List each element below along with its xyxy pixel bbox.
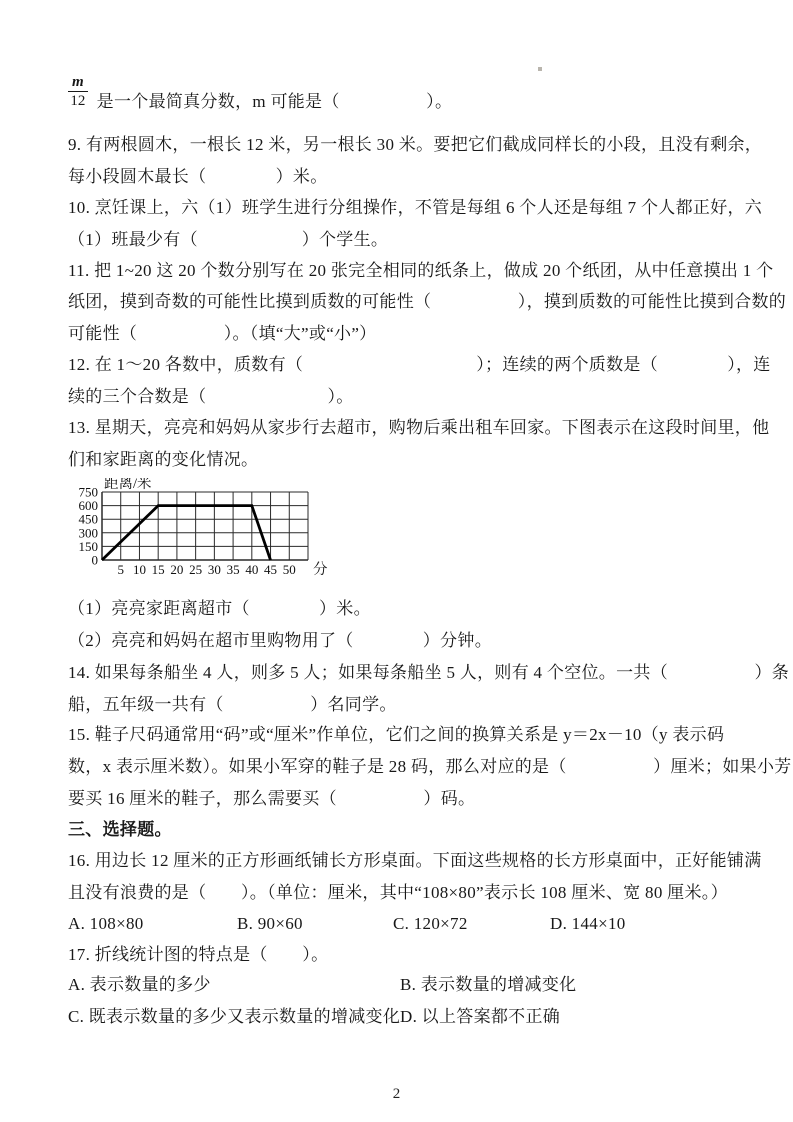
question-8-text: 是一个最简真分数，m 可能是（ ）。 (96, 92, 453, 111)
svg-text:10: 10 (132, 562, 146, 577)
question-17-option-a: A. 表示数量的多少 (68, 975, 211, 994)
question-11-line-1: 11. 把 1~20 这 20 个数分别写在 20 张完全相同的纸条上，做成 20 个纸团，从中任意摸出 1 个 (68, 261, 774, 280)
svg-text:分: 分 (313, 562, 328, 578)
svg-text:450: 450 (78, 511, 98, 527)
svg-text:750: 750 (78, 484, 98, 500)
section-3-title: 三、选择题。 (68, 820, 172, 839)
question-14-line-2: 船，五年级一共有（ ）名同学。 (68, 695, 397, 714)
svg-text:150: 150 (78, 538, 98, 554)
fraction-denominator: 12 (70, 93, 86, 109)
svg-text:30: 30 (207, 562, 221, 577)
question-13-sub-2: （2）亮亮和妈妈在超市里购物用了（ ）分钟。 (68, 631, 492, 650)
question-8-line (68, 74, 452, 109)
question-16-option-b: B. 90×60 (237, 914, 303, 933)
svg-text:15: 15 (151, 562, 165, 577)
svg-text:距离/米: 距离/米 (104, 478, 152, 492)
question-16-option-a: A. 108×80 (68, 914, 144, 933)
question-15-line-1: 15. 鞋子尺码通常用“码”或“厘米”作单位，它们之间的换算关系是 y＝2x－10（y 表示码 (68, 725, 725, 744)
question-13-line-2: 们和家距离的变化情况。 (68, 450, 259, 469)
question-16-option-d: D. 144×10 (550, 914, 626, 933)
question-16-line-2: 且没有浪费的是（ ）。（单位：厘米，其中“108×80”表示长 108 厘米、宽 80 厘米。） (68, 883, 728, 902)
svg-text:50: 50 (282, 562, 296, 577)
scan-artifact-dot (538, 67, 542, 71)
question-11-line-2: 纸团，摸到奇数的可能性比摸到质数的可能性（ ），摸到质数的可能性比摸到合数的 (68, 292, 787, 311)
question-9-line-1: 9. 有两根圆木，一根长 12 米，另一根长 30 米。要把它们截成同样长的小段，且没有剩余， (68, 135, 763, 154)
fraction-numerator: m (68, 74, 88, 92)
svg-text:0: 0 (91, 552, 98, 568)
question-17-option-c: C. 既表示数量的多少又表示数量的增减变化 (68, 1007, 401, 1026)
question-17-option-d: D. 以上答案都不正确 (400, 1007, 561, 1026)
distance-time-chart (70, 478, 332, 583)
question-15-line-3: 要买 16 厘米的鞋子，那么需要买（ ）码。 (68, 789, 476, 808)
question-13-sub-1: （1）亮亮家距离超市（ ）米。 (68, 599, 371, 618)
question-12-line-1: 12. 在 1～20 各数中，质数有（ ）；连续的两个质数是（ ），连 (68, 355, 771, 374)
question-17-line-1: 17. 折线统计图的特点是（ ）。 (68, 945, 329, 964)
page-number: 2 (392, 1086, 401, 1102)
question-16-option-c: C. 120×72 (393, 914, 468, 933)
svg-text:45: 45 (264, 562, 278, 577)
question-12-line-2: 续的三个合数是（ ）。 (68, 387, 354, 406)
svg-text:300: 300 (78, 525, 98, 541)
question-10-line-1: 10. 烹饪课上，六（1）班学生进行分组操作，不管是每组 6 个人还是每组 7 个人都正好，六 (68, 198, 763, 217)
question-11-line-3: 可能性（ ）。（填“大”或“小”） (68, 324, 377, 343)
svg-text:20: 20 (170, 562, 184, 577)
svg-text:5: 5 (117, 562, 124, 577)
svg-text:35: 35 (226, 562, 240, 577)
question-17-option-b: B. 表示数量的增减变化 (400, 975, 577, 994)
question-9-line-2: 每小段圆木最长（ ）米。 (68, 167, 328, 186)
fraction-m-over-12 (68, 74, 88, 109)
svg-text:40: 40 (245, 562, 259, 577)
question-13-line-1: 13. 星期天，亮亮和妈妈从家步行去超市，购物后乘出租车回家。下图表示在这段时间里，他 (68, 418, 770, 437)
question-14-line-1: 14. 如果每条船坐 4 人，则多 5 人；如果每条船坐 5 人，则有 4 个空位。一共（ ）条 (68, 663, 790, 682)
svg-text:600: 600 (78, 498, 98, 514)
svg-text:25: 25 (189, 562, 203, 577)
question-16-line-1: 16. 用边长 12 厘米的正方形画纸铺长方形桌面。下面这些规格的长方形桌面中，正好能铺满 (68, 851, 762, 870)
question-15-line-2: 数，x 表示厘米数）。如果小军穿的鞋子是 28 码，那么对应的是（ ）厘米；如果小芳 (68, 757, 792, 776)
question-10-line-2: （1）班最少有（ ）个学生。 (68, 230, 389, 249)
line-chart-svg (70, 478, 332, 578)
